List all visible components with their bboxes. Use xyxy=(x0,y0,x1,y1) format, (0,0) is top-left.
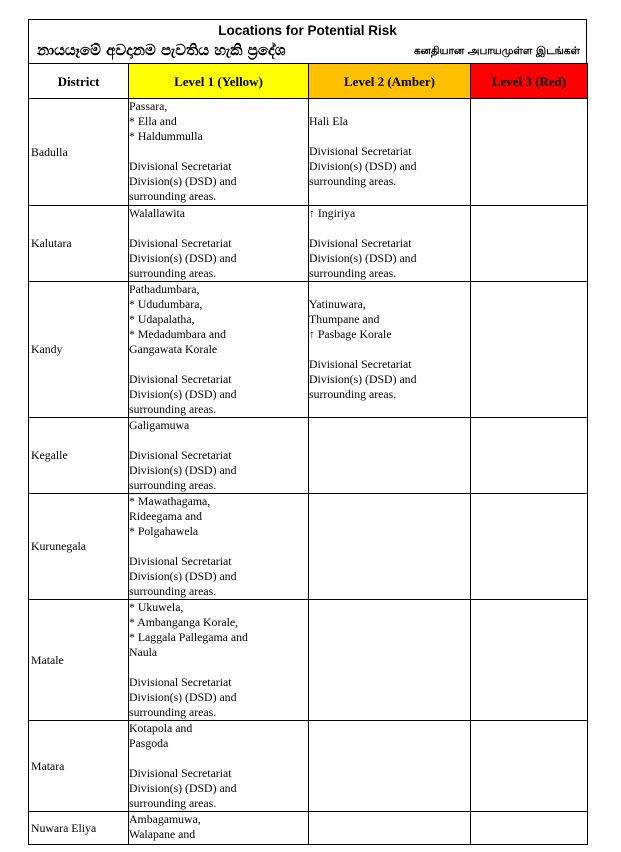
level1-cell xyxy=(129,721,309,812)
level1-cell xyxy=(129,418,309,494)
risk-document xyxy=(28,19,587,845)
level2-cell xyxy=(309,600,471,721)
location-line: surrounding areas. xyxy=(129,478,217,492)
location-line: Divisional Secretariat xyxy=(309,144,412,158)
location-line: surrounding areas. xyxy=(129,266,217,280)
location-line: surrounding areas. xyxy=(129,402,217,416)
table-row xyxy=(29,812,588,845)
location-line: Division(s) (DSD) and xyxy=(309,159,417,173)
location-line: * Laggala Pallegama and xyxy=(129,630,248,644)
level2-cell xyxy=(309,282,471,418)
title-block xyxy=(28,19,587,63)
location-line: Divisional Secretariat xyxy=(129,675,232,689)
location-line: surrounding areas. xyxy=(309,174,397,188)
risk-table xyxy=(28,63,588,845)
district-cell: Badulla xyxy=(29,99,129,206)
level1-cell xyxy=(129,812,309,845)
location-line: Division(s) (DSD) and xyxy=(129,569,237,583)
location-line: surrounding areas. xyxy=(129,584,217,598)
location-line: Pasgoda xyxy=(129,736,169,750)
location-line: Divisional Secretariat xyxy=(129,236,232,250)
level3-cell xyxy=(471,99,588,206)
location-line: * Udapalatha, xyxy=(129,312,195,326)
location-line: Hali Ela xyxy=(309,114,348,128)
location-line: Divisional Secretariat xyxy=(129,554,232,568)
title-tamil: கனதியான அபாயமுள்ள இடங்கள் xyxy=(413,45,580,57)
location-line: Divisional Secretariat xyxy=(129,159,232,173)
level2-cell xyxy=(309,812,471,845)
level2-cell xyxy=(309,721,471,812)
level3-cell xyxy=(471,418,588,494)
location-line: surrounding areas. xyxy=(129,796,217,810)
level1-cell xyxy=(129,600,309,721)
title-english: Locations for Potential Risk xyxy=(218,23,397,38)
location-line: * Ella and xyxy=(129,114,177,128)
location-line: Walapane and xyxy=(129,827,196,841)
location-line: Divisional Secretariat xyxy=(129,766,232,780)
location-line: Division(s) (DSD) and xyxy=(309,251,417,265)
location-line: * Ududumbara, xyxy=(129,297,203,311)
level1-cell xyxy=(129,494,309,600)
location-line: Galigamuwa xyxy=(129,418,190,432)
district-cell: Kalutara xyxy=(29,206,129,282)
location-line: Pathadumbara, xyxy=(129,282,200,296)
location-line: ↑ Pasbage Korale xyxy=(309,327,392,341)
column-header-level1: Level 1 (Yellow) xyxy=(129,64,309,99)
location-line: Gangawata Korale xyxy=(129,342,218,356)
location-line: surrounding areas. xyxy=(309,266,397,280)
title-sinhala: නායයෑමේ අවදානම පැවතිය හැකි ප්‍රදේශ xyxy=(37,41,286,59)
level3-cell xyxy=(471,494,588,600)
location-line: Division(s) (DSD) and xyxy=(129,387,237,401)
location-line: Division(s) (DSD) and xyxy=(129,174,237,188)
location-line: Divisional Secretariat xyxy=(129,372,232,386)
table-row xyxy=(29,282,588,418)
level2-cell xyxy=(309,494,471,600)
district-cell: Kurunegala xyxy=(29,494,129,600)
location-line: surrounding areas. xyxy=(309,387,397,401)
location-line: Kotapola and xyxy=(129,721,193,735)
level2-cell xyxy=(309,99,471,206)
district-cell: Matara xyxy=(29,721,129,812)
level1-cell xyxy=(129,99,309,206)
level3-cell xyxy=(471,812,588,845)
district-cell: Kegalle xyxy=(29,418,129,494)
location-line: Rideegama and xyxy=(129,509,203,523)
column-header-level3: Level 3 (Red) xyxy=(471,64,588,99)
location-line: Divisional Secretariat xyxy=(309,236,412,250)
location-line: Walallawita xyxy=(129,206,186,220)
location-line: ↑ Ingiriya xyxy=(309,206,356,220)
level3-cell xyxy=(471,600,588,721)
location-line: Divisional Secretariat xyxy=(129,448,232,462)
location-line: surrounding areas. xyxy=(129,189,217,203)
level2-cell xyxy=(309,206,471,282)
table-row xyxy=(29,721,588,812)
location-line: Divisional Secretariat xyxy=(309,357,412,371)
location-line: Division(s) (DSD) and xyxy=(129,781,237,795)
location-line: * Ambanganga Korale, xyxy=(129,615,239,629)
table-row xyxy=(29,600,588,721)
location-line: Division(s) (DSD) and xyxy=(129,463,237,477)
table-row xyxy=(29,206,588,282)
header-row xyxy=(29,64,588,99)
district-cell: Nuwara Eliya xyxy=(29,812,129,845)
column-header-district: District xyxy=(29,64,129,99)
level2-cell xyxy=(309,418,471,494)
level1-cell xyxy=(129,282,309,418)
location-line: * Mawathagama, xyxy=(129,494,211,508)
location-line: Division(s) (DSD) and xyxy=(129,690,237,704)
table-row xyxy=(29,494,588,600)
district-cell: Matale xyxy=(29,600,129,721)
location-line: surrounding areas. xyxy=(129,705,217,719)
location-line: * Haldummulla xyxy=(129,129,203,143)
location-line: * Polgahawela xyxy=(129,524,199,538)
table-row xyxy=(29,99,588,206)
column-header-level2: Level 2 (Amber) xyxy=(309,64,471,99)
location-line: Division(s) (DSD) and xyxy=(129,251,237,265)
location-line: Ambagamuwa, xyxy=(129,812,201,826)
level3-cell xyxy=(471,721,588,812)
level3-cell xyxy=(471,282,588,418)
location-line: Yatinuwara, xyxy=(309,297,366,311)
level3-cell xyxy=(471,206,588,282)
location-line: Naula xyxy=(129,645,158,659)
district-cell: Kandy xyxy=(29,282,129,418)
location-line: * Ukuwela, xyxy=(129,600,184,614)
location-line: Division(s) (DSD) and xyxy=(309,372,417,386)
location-line: Thumpane and xyxy=(309,312,380,326)
level1-cell xyxy=(129,206,309,282)
table-row xyxy=(29,418,588,494)
location-line: * Medadumbara and xyxy=(129,327,226,341)
location-line: Passara, xyxy=(129,99,168,113)
